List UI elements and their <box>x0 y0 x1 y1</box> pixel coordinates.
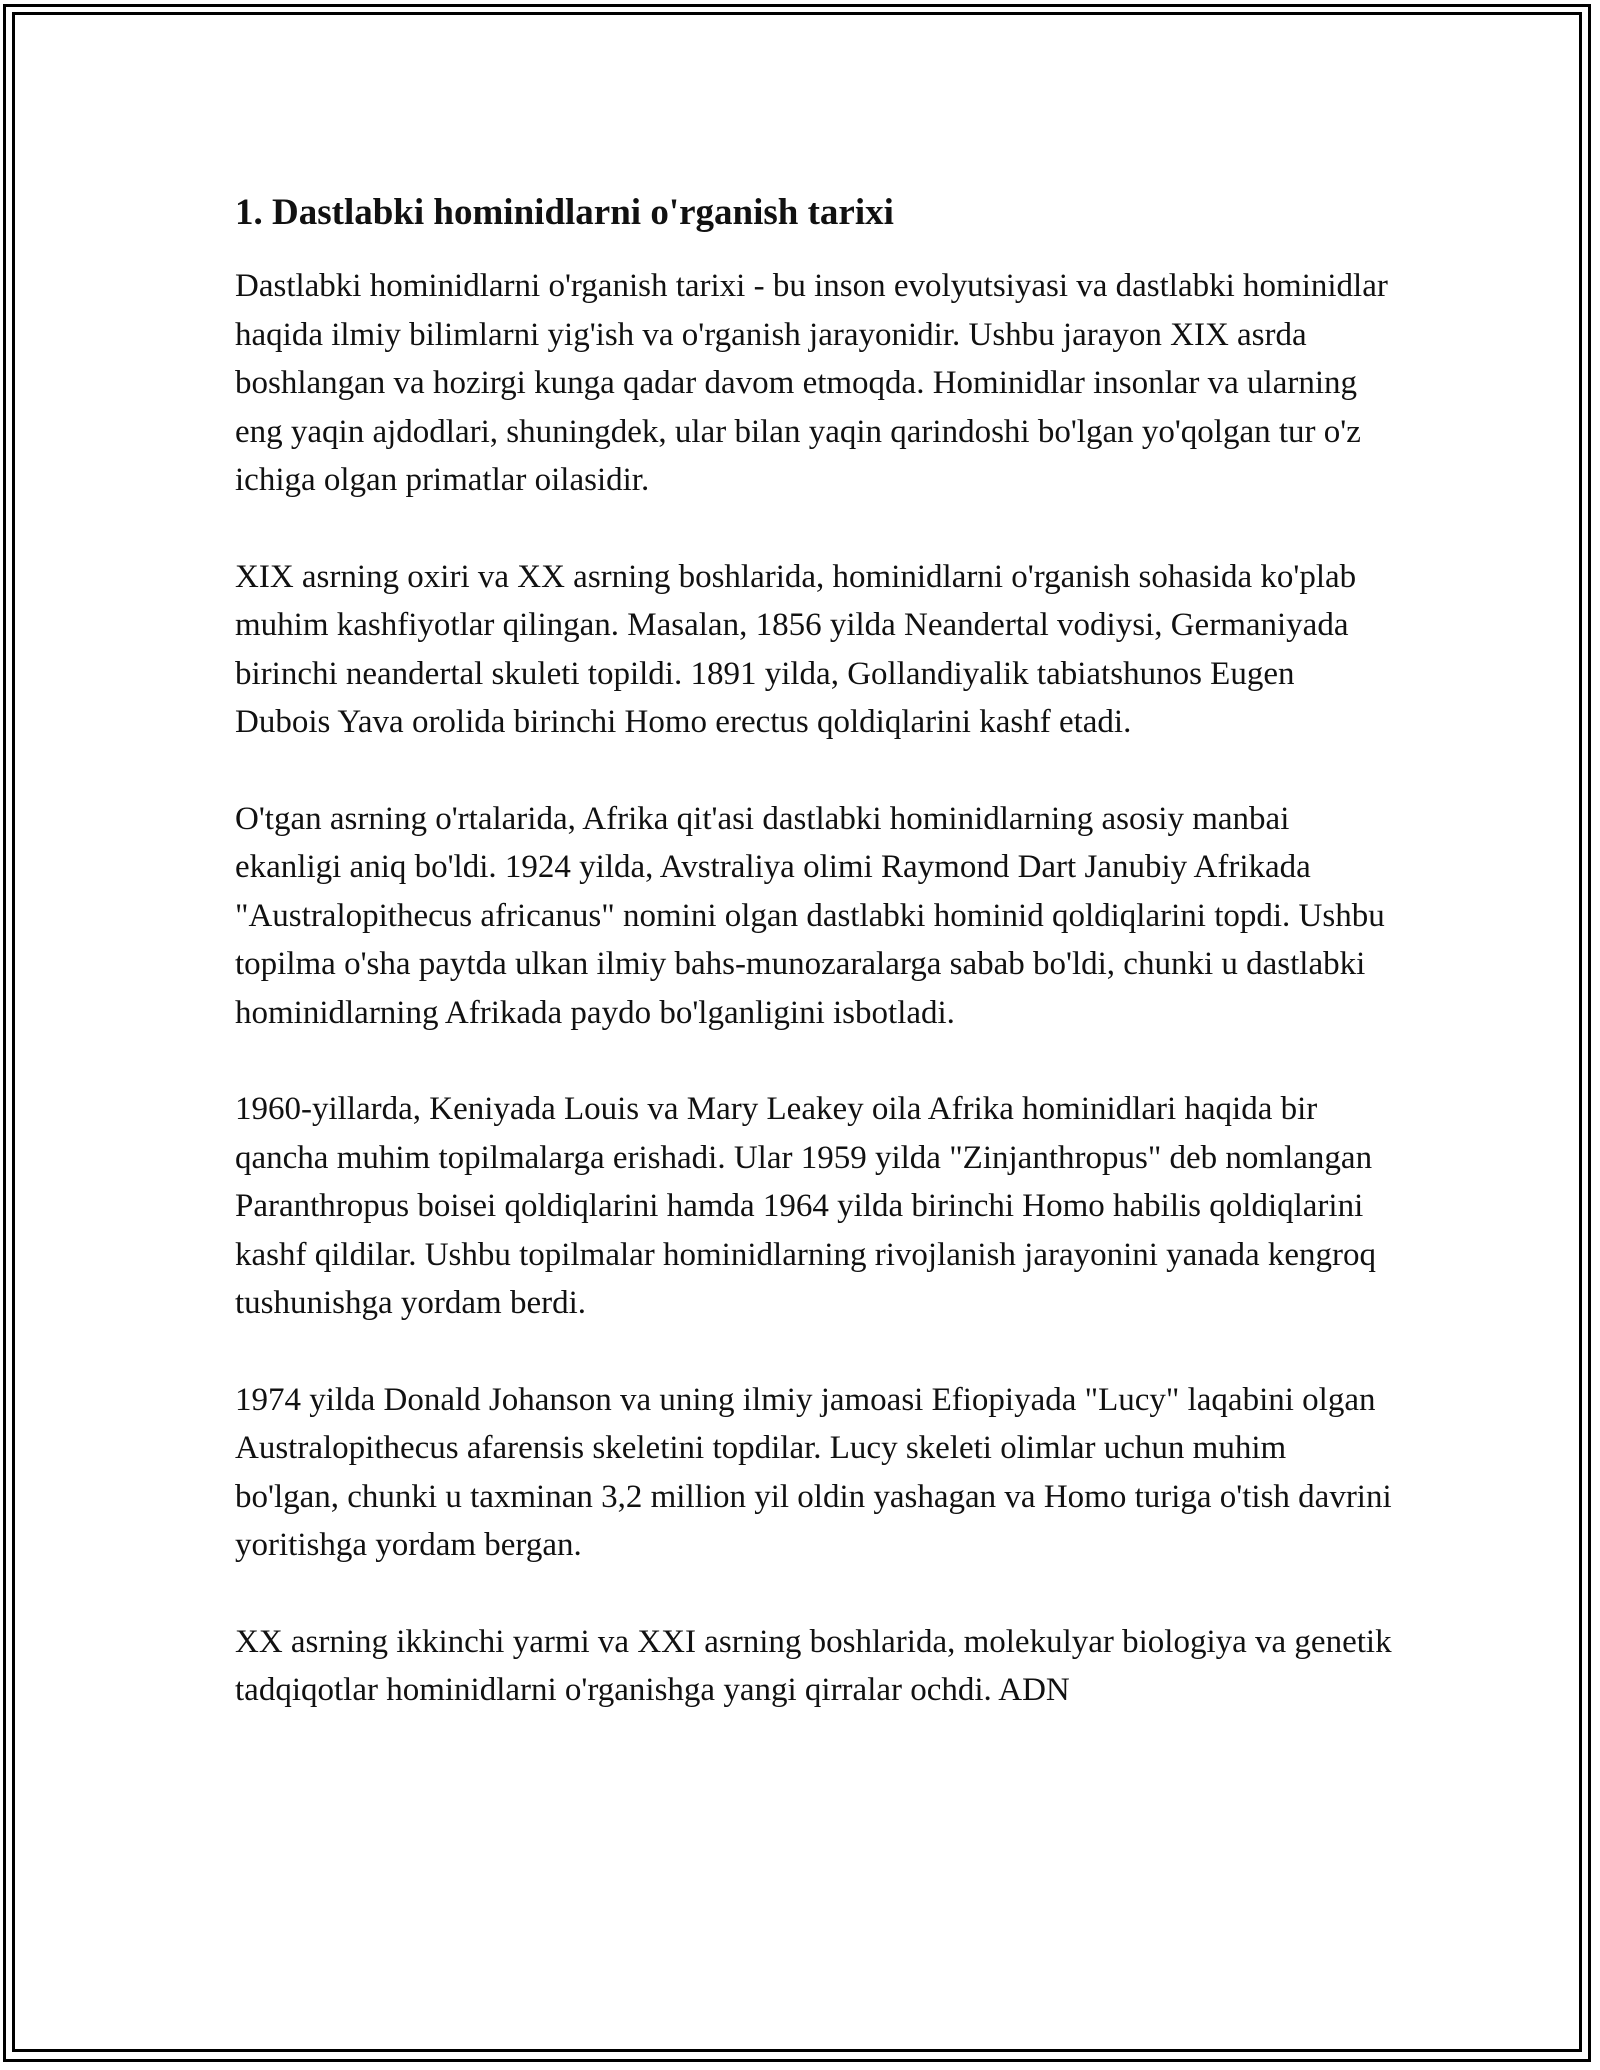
paragraph-3: O'tgan asrning o'rtalarida, Afrika qit'asi dastlabki hominidlarning asosiy manbai ekanligi aniq bo'ldi. 1924 yilda, Avstraliya olimi Raymond Dart Janubiy Afrikada "Australopithecus africanus" nomini olgan dastlabki hominid qoldiqlarini topdi. Ushbu topilma o'sha paytda ulkan ilmiy bahs-munozaralarga sabab bo'ldi, chunki u dastlabki hominidlarning Afrikada paydo bo'lganligini isbotladi. <box>235 800 1385 1031</box>
section-title: 1. Dastlabki hominidlarni o'rganish tarixi <box>235 192 894 233</box>
paragraph-2: XIX asrning oxiri va XX asrning boshlarida, hominidlarni o'rganish sohasida ko'plab muhim kashfiyotlar qilingan. Masalan, 1856 yilda Neandertal vodiysi, Germaniyada birinchi neandertal skuleti topildi. 1891 yilda, Gollandiyalik tabiatshunos Eugen Dubois Yava orolida birinchi Homo erectus qoldiqlarini kashf etadi. <box>235 558 1357 740</box>
paragraph-4: 1960-yillarda, Keniyada Louis va Mary Leakey oila Afrika hominidlari haqida bir qancha muhim topilmalarga erishadi. Ular 1959 yilda "Zinjanthropus" deb nomlangan Paranthropus boisei qoldiqlarini hamda 1964 yilda birinchi Homo habilis qoldiqlarini kashf qildilar. Ushbu topilmalar hominidlarning rivojlanish jarayonini yanada kengroq tushunishga yordam berdi. <box>235 1091 1377 1321</box>
paragraph-1: Dastlabki hominidlarni o'rganish tarixi - bu inson evolyutsiyasi va dastlabki hominidlar haqida ilmiy bilimlarni yig'ish va o'rganish jarayonidir. Ushbu jarayon XIX asrda boshlangan va hozirgi kunga qadar davom etmoqda. Hominidlar insonlar va ularning eng yaqin ajdodlari, shuningdek, ular bilan yaqin qarindoshi bo'lgan yo'qolgan tur o'z ichiga olgan primatlar oilasidir. <box>235 268 1388 498</box>
document-body <box>235 188 1395 1763</box>
paragraph-5: 1974 yilda Donald Johanson va uning ilmiy jamoasi Efiopiyada "Lucy" laqabini olgan Australopithecus afarensis skeletini topdilar. Lucy skeleti olimlar uchun muhim bo'lgan, chunki u taxminan 3,2 million yil oldin yashagan va Homo turiga o'tish davrini yoritishga yordam bergan. <box>235 1381 1392 1563</box>
paragraph-6: XX asrning ikkinchi yarmi va XXI asrning boshlarida, molekulyar biologiya va genetik tadqiqotlar hominidlarni o'rganishga yangi qirralar ochdi. ADN <box>235 1623 1392 1708</box>
